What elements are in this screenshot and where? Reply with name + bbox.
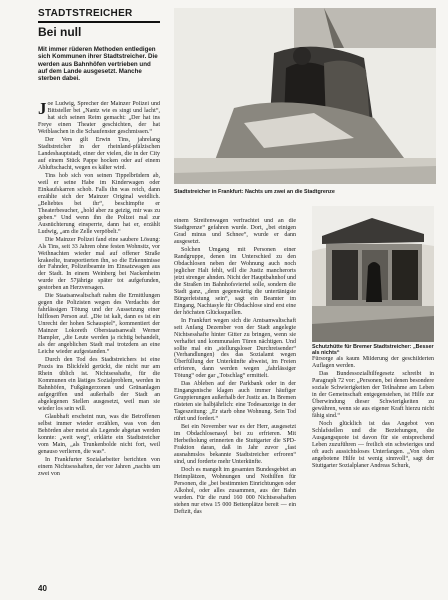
text-column-1 xyxy=(38,101,160,581)
paragraph: Joe Ludwig, Sprecher der Mainzer Polizei und Bittsteller bei „Nantz wie es singt und lacht“, hat sich seinen Reim gemacht: „Der hat ins Freye einen Theater geschichten, der hat Weiblaschen in die Schaufenster geschmissen.“ xyxy=(38,101,160,135)
shelter-photo xyxy=(312,206,434,342)
article-headline: Bei null xyxy=(38,25,82,39)
paragraph: einem Streifenwagen verfrachtet und an die Stadtgrenze“ gefahren wurde. Dort, „bei einigen Grad minus und Schnee“, wurde er dann ausgesetzt. xyxy=(174,218,296,245)
text-column-2 xyxy=(174,218,296,580)
paragraph: Die Staatsanwaltschaft nahm die Ermittlungen gegen die Polizisten wegen des Verdachts der fahrlässigen Tötung und der Aussetzung einer hilflosen Person auf. „Die ist kalt, dann es ist ein Unrecht der hohen Schauspiel“, kommentiert der Mainzer Lokoreth Oberstaatsanwalt Werner Hampler, „die Leute werden ja richtig behandelt, als der angeblichen Stadt mal trotzdem an eine Leiche wieder aufgestanden.“ xyxy=(38,293,160,356)
paragraph: Noch glücklich ist das Angebot von Schlafstellen und die Beziehungen, die Ausgangsquote ist davon für sie entsprechend Leben zuzuführen — freilich ein schwieriges und oft auch aussichtsloses Unterfangen. „Von oben angebotene Hilfe ist wenig sinnvoll“, sagt der Stuttgarter Sozialplaner Andreas Schurk, xyxy=(312,420,434,469)
paragraph: Fürsorge als kaum Milderung der geschilderten Auflagen werden. xyxy=(312,356,434,369)
paragraph: Tins hob sich von seinen Tippelbrüdern ab, weil er seine Habe im Kinderwagen oder Einkaufskarren schob. Falls ihn was reich, dann erzählte sich der Mainzer Original weidlich. „Beliebtes bei ihr“, beschimpfte er Theaterbesucher, „hold aber zu geizig, mir was zu geben.“ Und wenn ihn die Polizei mal zur Ausnüchterung einsperrte, dann hat er, erzählt Ludwig, „am die Zelle verpöbelt.“ xyxy=(38,172,160,235)
paragraph: Das Ableben auf der Parkbank oder in der Eingangsnische klagen auch immer häufiger Gruppierungen außerhalb der Justiz an. In Bremen rüsteten sie halbjährlich: eine Todesanzeige in der Tageszeitung: „Er starb ohne Wohnung. Sein Tod rührt und fordert.“ xyxy=(174,381,296,423)
paragraph: Das Bundessozialhilfegesetz schreibt in Paragraph 72 vor: „Personen, bei denen besondere soziale Schwierigkeiten der Teilnahme am Leben in der Gemeinschaft entgegenstehen, ist Hilfe zur Überwindung dieser Schwierigkeiten zu gewähren, wenn sie aus eigener Kraft hierzu nicht fähig sind.“ xyxy=(312,371,434,419)
text-column-3 xyxy=(312,356,434,580)
paragraph: Der Vers gilt Erwin Tins, jahrelang Stadtstreicher in der rheinland-pfälzischen Landeshauptstadt, einer der vielen, die in der City auf einem Stück Pappe hocken oder auf einem Abluftschacht, wegen es kälter wird. xyxy=(38,136,160,171)
photo-caption: Schutzhütte für Bremer Stadtstreicher: „Besser als nichts“ xyxy=(312,344,434,357)
paragraph: Durch den Tod des Stadtstreichers ist eine Praxis ins Blickfeld gerückt, die nicht nur am Rhein üblich ist. Nichtsesshafte, für die Kommunen ein lästiges Sozialproblem, werden in Bahnhöfen, Fußgängerzonen und Grünanlagen aufgegriffen und außerhalb der Stadt an abgelegenen Stellen ausgesetzt, weil man sie wieder los sein will. xyxy=(38,357,160,412)
street-photo-image xyxy=(174,8,436,184)
street-photo xyxy=(174,8,436,184)
paragraph: Solchen Umgang mit Personen einer Randgruppe, denen im Unterschied zu den Obdachlosen neben der Wohnung auch noch jeglicher Halt fehlt, will die Justiz mancherorts jetzt strenger ahnden. Nicht der Hauptbahnhof und die Straßen im Bahnhofsviertel solle, sondern die Stadt ganz, „denn gegenwärtig die untertänigste Bürgerleistung sein“, sagt ein Beamter im Eingang, Nachtasyle für Obdachlose sind erst eine der höchsten Glücksquellen. xyxy=(174,247,296,316)
paragraph: Glaubhaft erscheint nun, was die Betroffenen selbst immer wieder erzählen, was von den Behörden aber meist als Legende abgetan werden konnte: „weit weg“, erklärte ein Stadtstreicher vom Main, „als Trunkenbolde nicht fort, weil genauso verlieren, die was“. xyxy=(38,414,160,455)
section-label: STADTSTREICHER xyxy=(38,8,133,19)
page-number: 40 xyxy=(38,584,47,593)
paragraph: Die Mainzer Polizei fand eine saubere Lösung: Als Tins, seit 33 Jahren ohne festen Wohnsitz, vor Weihnachten wieder mal auf offener Straße krakeelte, transportierten ihn, so die Erkenntnisse der Fahnder, Polizeibeamte im Einsatzwagen aus der Stadt. In einem Weinberg bei Nackenheim wurde der 57jährige später tot aufgefunden, gestorben an Herzversagen. xyxy=(38,236,160,292)
paragraph: In Frankfurter Sozialarbeiter berichten von einem Nichtsesshaften, der vor Jahren „nachts um zwei von xyxy=(38,456,160,477)
drop-cap: J xyxy=(38,101,47,118)
shelter-photo-image xyxy=(312,206,434,342)
paragraph: Doch es mangelt im gesamten Bundesgebiet an Heimplätzen, Wohnungen und Nothilfen für Personen, die „bei bestimmten Einrichtungen oder Alkohol, oder alles zusammen, aus der Bahn wurden. Für die rund 160 000 Nichtsesshaften stehen nur etwa 15 000 Bettenplätze bereit — ein Defizit, das xyxy=(174,467,296,516)
article-lead: Mit immer rüderen Methoden entledigen sich Kommunen ihrer Stadtstreicher. Die werden aus Bahnhöfen vertrieben und auf dem Lande ausgesetzt. Manche sterben dabei. xyxy=(38,46,158,83)
section-rule xyxy=(38,21,160,23)
photo-caption: Stadtstreicher in Frankfurt: Nachts um zwei an die Stadtgrenze xyxy=(174,189,335,195)
paragraph: In Frankfurt wegen sich die Amtsanwaltschaft seit Anfang Dezember von der Stadt angelegte Nichtsesshafte hinter Gitter zu bringen, wenn sie verhaftet und kommunalen Türen nächtigen. Und sollte mal ein „stellungsloser Durchreisender“ (Verhandlungen) des das Sozialamt wegen Überfüllung der Unterkünfte abweist, im Freien erfrieren, dann werden wegen „fahrlässiger Tötung“ oder gar „Totschlag“ ermittelt. xyxy=(174,317,296,380)
paragraph: Bei ein November war es der Herr, ausgesetzt im Obdachlosenasyl bei zu erfrieren. Mit Herbeiholung erinnerten die Stuttgarter die SPD-Fraktion daran, daß in Jahr zuvor „fast ausnahmslos bekannte Stadtstreicher erfroren“ sind, und forderte mehr Unterkünfte. xyxy=(174,424,296,466)
